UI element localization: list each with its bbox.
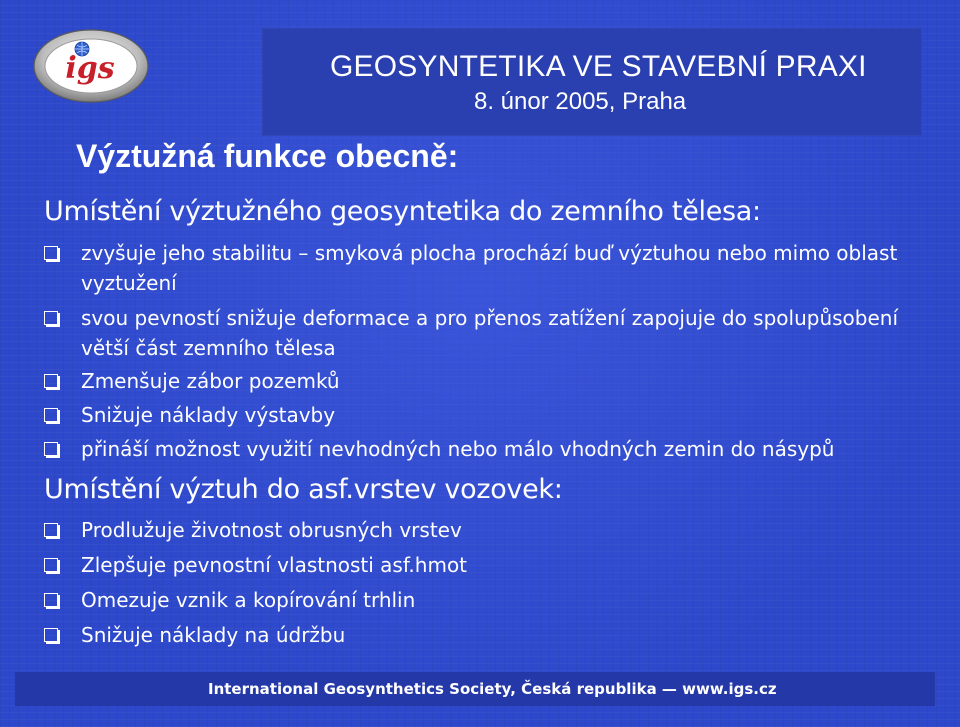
list-item (44, 550, 924, 580)
section-heading-placement-soil: Umístění výztužného geosyntetika do zemního tělesa: (44, 196, 761, 227)
list-item-text: Snižuje náklady na údržbu (81, 623, 346, 647)
checkbox-bullet-icon (44, 558, 58, 572)
list-item (44, 620, 924, 650)
checkbox-bullet-icon (44, 374, 58, 388)
igs-logo (32, 28, 150, 104)
list-item (44, 400, 924, 430)
checkbox-bullet-icon (44, 311, 58, 325)
svg-text:igs: igs (65, 51, 115, 86)
list-item-text: přináší možnost využití nevhodných nebo málo vhodných zemin do násypů (81, 437, 835, 461)
section-heading-asphalt-layers: Umístění výztuh do asf.vrstev vozovek: (44, 474, 563, 505)
list-item-text: Omezuje vznik a kopírování trhlin (81, 588, 416, 612)
list-item (44, 434, 924, 464)
list-item (44, 515, 924, 545)
list-item-text: Snižuje náklady výstavby (81, 403, 336, 427)
checkbox-bullet-icon (44, 442, 58, 456)
list-item (44, 585, 924, 615)
footer-text: International Geosynthetics Society, Česká republika — www.igs.cz (208, 680, 777, 698)
header-date: 8. únor 2005, Praha (474, 88, 687, 115)
list-item (44, 366, 924, 396)
checkbox-bullet-icon (44, 628, 58, 642)
slide-title: Výztužná funkce obecně: (76, 138, 459, 174)
checkbox-bullet-icon (44, 593, 58, 607)
list-item (44, 238, 924, 298)
list-item (44, 303, 924, 363)
checkbox-bullet-icon (44, 523, 58, 537)
header-title: GEOSYNTETIKA VE STAVEBNÍ PRAXI (330, 50, 867, 83)
list-item-text: Zlepšuje pevnostní vlastnosti asf.hmot (81, 553, 468, 577)
list-item-text: svou pevností snižuje deformace a pro přenos zatížení zapojuje do spolupůsobení větší část zemního tělesa (81, 306, 899, 360)
list-item-text: Zmenšuje zábor pozemků (81, 369, 340, 393)
checkbox-bullet-icon (44, 408, 58, 422)
list-item-text: zvyšuje jeho stabilitu – smyková plocha prochází buď výztuhou nebo mimo oblast vyztužení (81, 241, 898, 295)
checkbox-bullet-icon (44, 246, 58, 260)
list-item-text: Prodlužuje životnost obrusných vrstev (81, 518, 462, 542)
